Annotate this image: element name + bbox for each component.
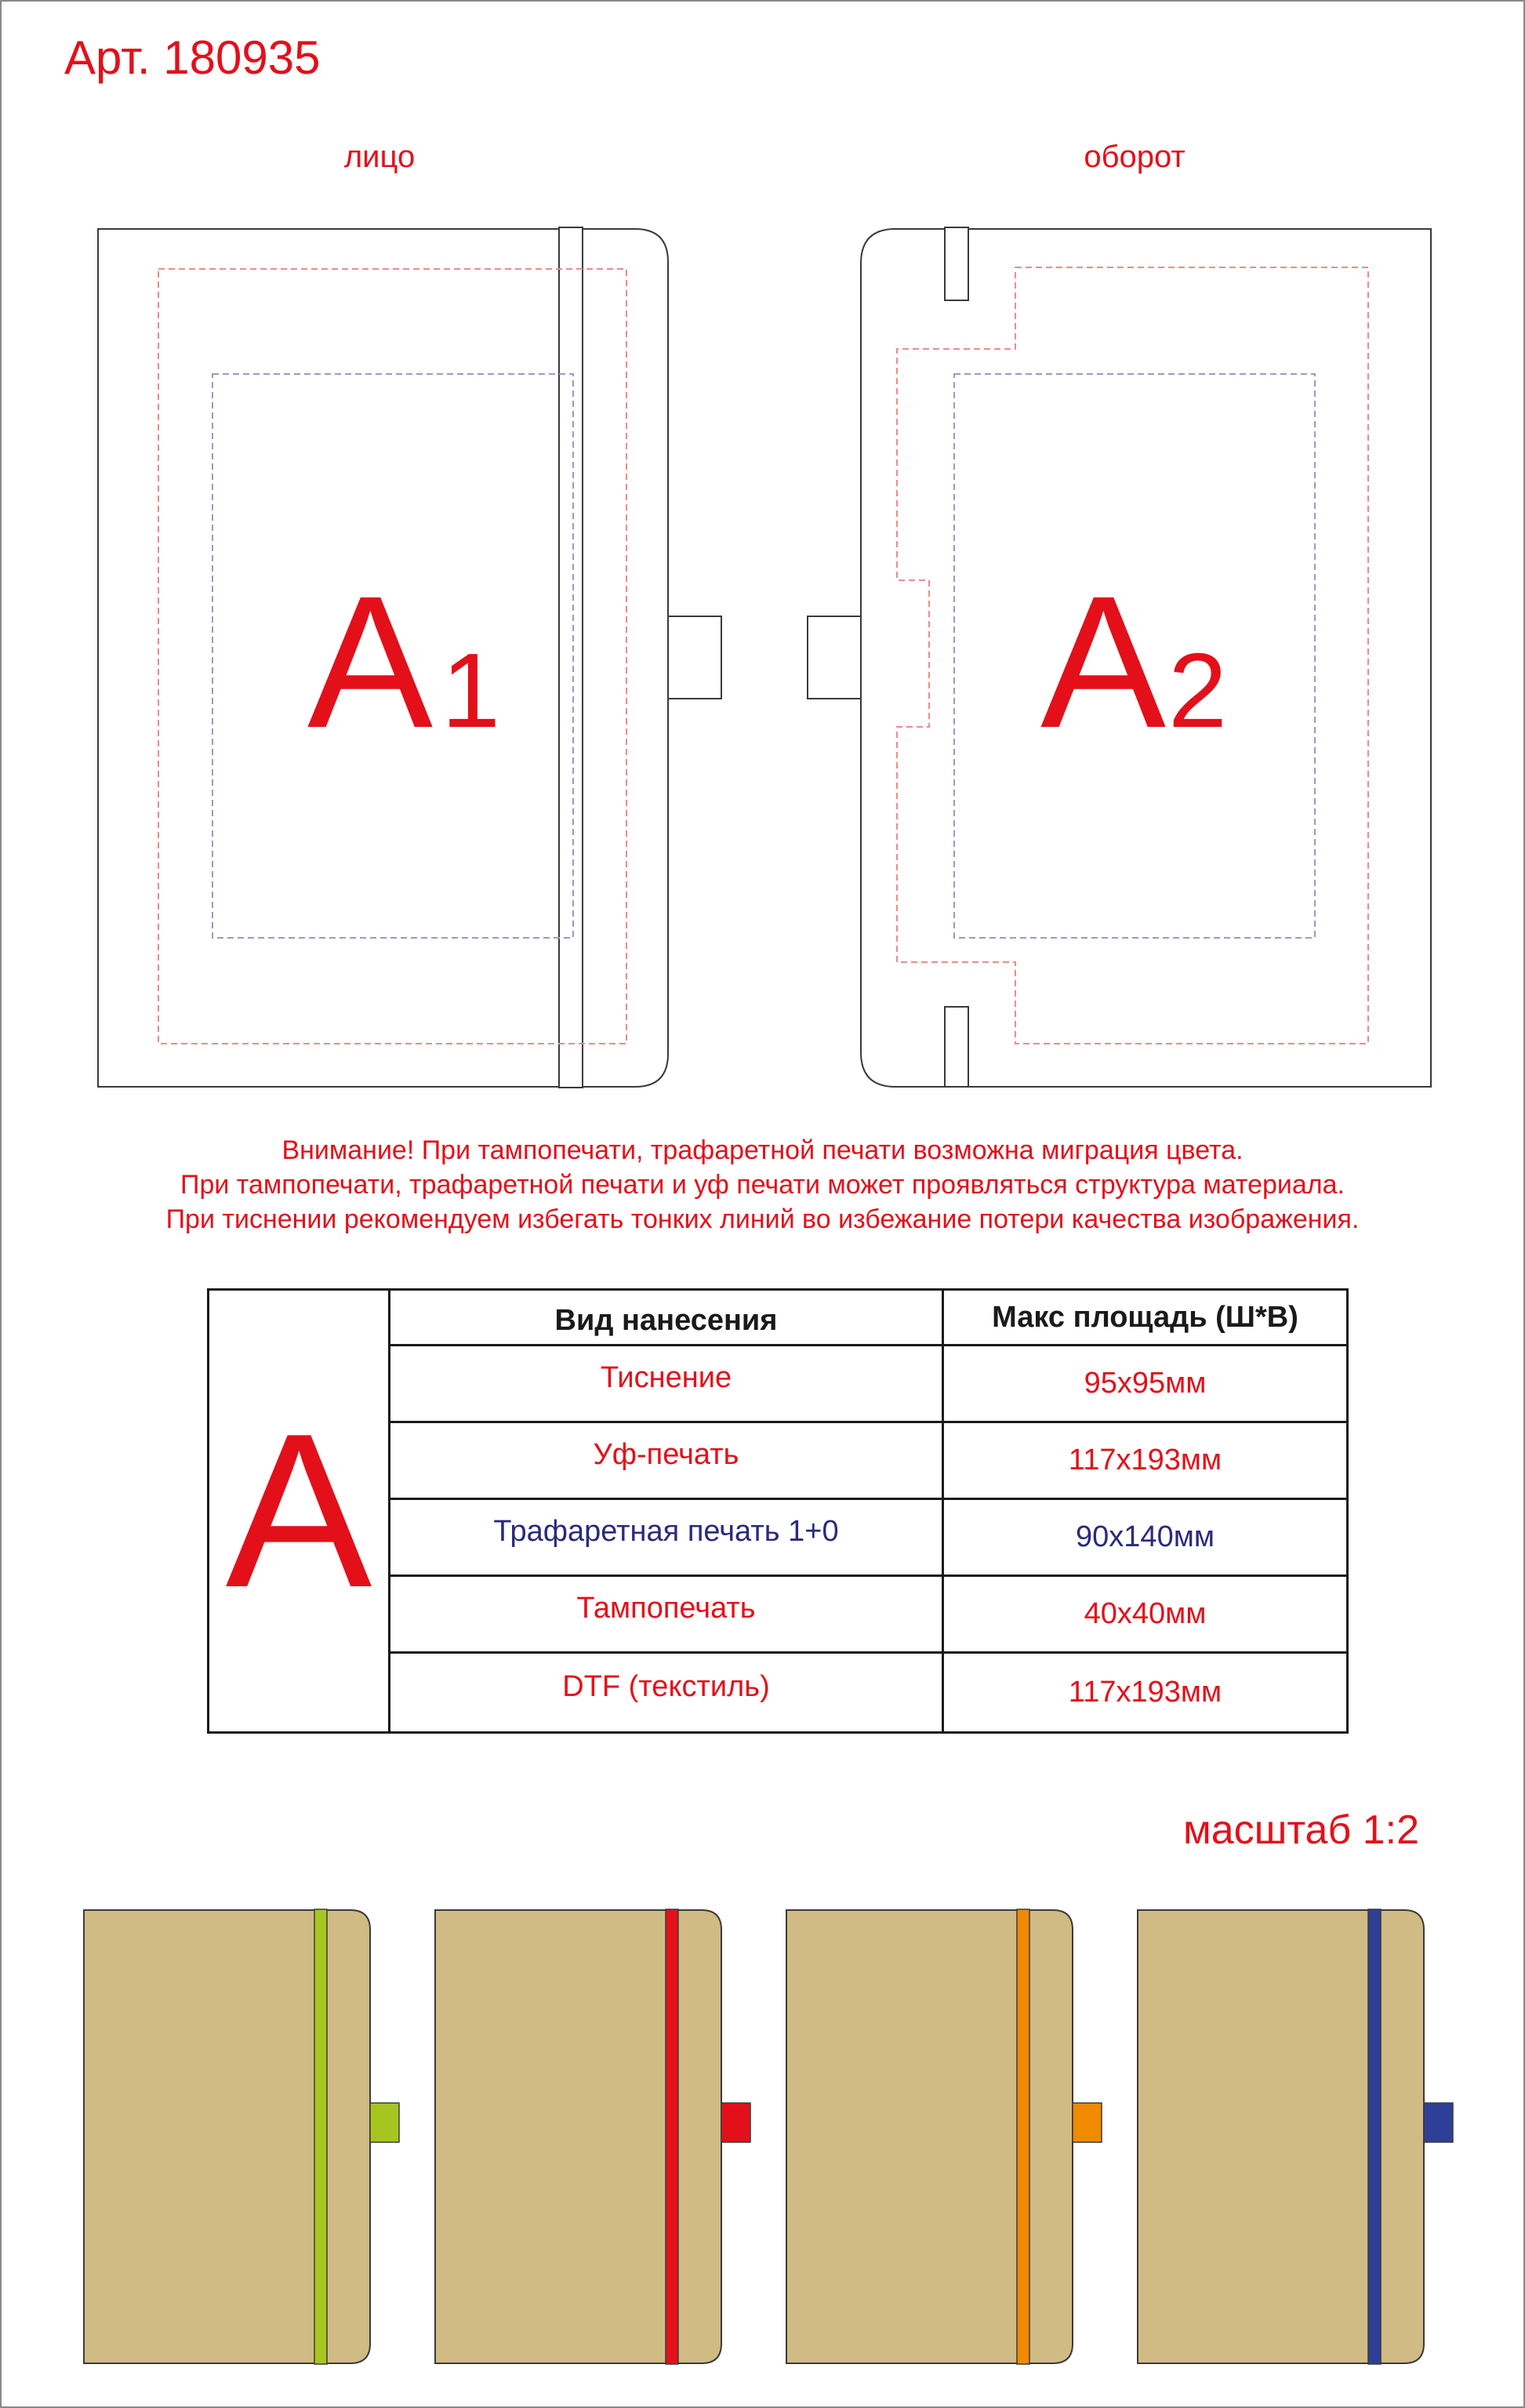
notebook-variant-blue: [1138, 1909, 1453, 2364]
back-zone-letter: A: [1040, 557, 1167, 767]
back-band-bottom: [945, 1007, 968, 1087]
notebook-variant-red: [435, 1909, 750, 2364]
elastic-band-blue: [1368, 1909, 1381, 2364]
band-tab-lime: [370, 2103, 399, 2142]
note-line: При тампопечати, трафаретной печати и уф печати может проявляться структура материала.: [180, 1170, 1345, 1200]
cover-diagrams: [0, 0, 1525, 1113]
table-cell-area: 95x95мм: [1084, 1367, 1207, 1400]
back-band-top: [945, 227, 968, 300]
elastic-band-orange: [1017, 1909, 1029, 2364]
table-cell-area: 90x140мм: [1076, 1520, 1215, 1553]
table-cell-method: Тиснение: [600, 1360, 732, 1394]
table-header-area: Макс площадь (Ш*В): [992, 1300, 1298, 1334]
notebook-variant-orange: [786, 1909, 1102, 2364]
front-zone-letter: A: [307, 557, 434, 767]
table-cell-area: 117x193мм: [1068, 1676, 1222, 1709]
application-methods-table: [207, 1288, 1349, 1734]
back-band-tab: [808, 616, 861, 699]
table-cell-area: 117x193мм: [1068, 1444, 1222, 1476]
back-view-label-text: оборот: [1084, 140, 1186, 174]
table-cell-method: Трафаретная печать 1+0: [493, 1514, 839, 1548]
scale-label: масштаб 1:2: [1182, 1807, 1419, 1853]
front-zone-index: 1: [441, 631, 501, 750]
elastic-band-red: [666, 1909, 678, 2364]
band-tab-red: [721, 2103, 750, 2142]
table-header-method: Вид нанесения: [554, 1303, 778, 1337]
table-cell-area: 40x40мм: [1084, 1597, 1207, 1630]
note-line: При тиснении рекомендуем избегать тонких линий во избежание потери качества изображения.: [165, 1204, 1360, 1234]
warning-notes: [0, 1133, 1525, 1237]
front-cover: [98, 227, 721, 1088]
front-band-tab: [668, 616, 721, 699]
table-cell-method: Тампопечать: [576, 1591, 756, 1625]
color-variants: [0, 1882, 1525, 2368]
front-view-label-text: лицо: [343, 140, 416, 174]
table-cell-method: Уф-печать: [593, 1437, 739, 1471]
band-tab-orange: [1073, 2103, 1102, 2142]
note-line: Внимание! При тампопечати, трафаретной печати возможна миграция цвета.: [281, 1135, 1244, 1165]
back-zone-index: 2: [1168, 631, 1228, 750]
table-cell-method: DTF (текстиль): [562, 1670, 770, 1703]
notebook-variant-lime: [84, 1909, 399, 2364]
table-zone-letter: A: [225, 1388, 372, 1633]
elastic-band-lime: [314, 1909, 327, 2364]
back-cover: [808, 227, 1431, 1087]
band-tab-blue: [1424, 2103, 1453, 2142]
front-elastic-band: [559, 227, 583, 1088]
article-title: Арт. 180935: [64, 31, 321, 84]
